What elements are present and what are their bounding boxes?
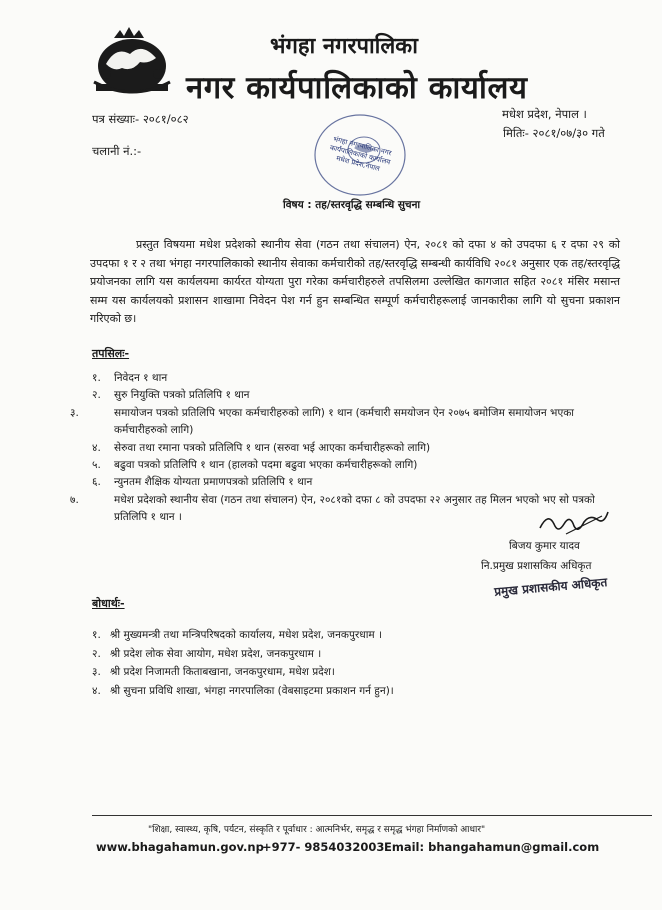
footer-email: Email: bhangahamun@gmail.com: [384, 840, 600, 854]
list-item: ३. समायोजन पत्रको प्रतिलिपि भएका कर्मचारीहरुको लागि) १ थान (कर्मचारी समयोजन ऐन २०७५ बमोजिम समायोजन भएका कर्मचारीहरुको लागि): [70, 406, 575, 437]
footer-motto: "शिक्षा, स्वास्थ्य, कृषि, पर्यटन, संस्कृति र पूर्वाधार : आत्मनिर्भर, समृद्ध र समृद्ध भंगहा निर्माणको आधार": [148, 825, 486, 835]
list-item: ७. मधेश प्रदेशको स्थानीय सेवा (गठन तथा संचालन) ऐन, २०८१को दफा ८ को उपदफा २२ अनुसार तह मिलन भएको भए सो पत्रको प्रतिलिपि १ थान ।: [70, 493, 595, 524]
letter-number: पत्र संख्याः- २०८१/०८२: [92, 112, 189, 126]
designation-stamp: प्रमुख प्रशासकीय अधिकृत: [493, 575, 608, 599]
list-item: ३. श्री प्रदेश निजामती किताबखाना, जनकपुरधाम, मधेश प्रदेश।: [92, 666, 335, 678]
details-list: [70, 370, 622, 527]
municipality-title: भंगहा नगरपालिका: [270, 34, 418, 59]
footer-phone: +977- 9854032003: [262, 840, 385, 854]
footer-divider: [92, 815, 652, 816]
stamp-text: भंगहा नगरपालिका नगर कार्यपालिकाको कार्यालय मधेश प्रदेश,नेपाल: [329, 135, 393, 174]
signatory-name: बिजय कुमार यादव: [509, 540, 580, 552]
list-item: ५. बढुवा पत्रको प्रतिलिपि १ थान (हालको पदमा बढुवा भएका कर्मचारीहरूको लागि): [92, 459, 418, 472]
signatory-title: नि.प्रमुख प्रशासकिय अधिकृत: [481, 560, 592, 572]
signature-icon: [536, 510, 612, 538]
province-address: मधेश प्रदेश, नेपाल ।: [502, 107, 587, 121]
details-heading: तपसिलः-: [92, 347, 130, 360]
office-stamp: [312, 112, 408, 198]
dispatch-number: चलानी नं.:-: [92, 144, 142, 158]
list-item: ४. श्री सुचना प्रविधि शाखा, भंगहा नगरपालिका (वेबसाइटमा प्रकाशन गर्न हुन)।: [92, 684, 394, 697]
cc-heading: बोधार्थः-: [92, 597, 125, 610]
cc-list: [92, 626, 394, 700]
notice-body: प्रस्तुत विषयमा मधेश प्रदेशको स्थानीय सेवा (गठन तथा संचालन) ऐन, २०८१ को दफा ४ को उपदफा ६ र दफा २९ को उपदफा १ र २ तथा भंगहा नगरपालिकाको स्थानीय सेवाका कर्मचारीको तह/स्तरवृद्धि सम्बन्धी कार्यविधि २०८१ अनुसार एक तह/स्तरवृद्धि प्रयोजनका लागि यस कार्यलयमा कार्यरत योग्यता पुरा गरेका कर्मचारीहरुले तपसिलमा उल्लेखित कागजात सहित २०८१ मंसिर मसान्त सम्म यस कार्यलयको प्रशासन शाखामा निवेदन पेश गर्न हुन सम्बन्धित सम्पूर्ण कर्मचारीहरूलाई जानकारीका लागि यो सुचना प्रकाशन गरिएको छ।: [90, 238, 620, 325]
list-item: १. श्री मुख्यमन्त्री तथा मन्त्रिपरिषदको कार्यालय, मधेश प्रदेश, जनकपुरधाम ।: [92, 629, 383, 641]
list-item: ६. न्युनतम शैक्षिक योग्यता प्रमाणपत्रको प्रतिलिपि १ थान: [92, 476, 313, 489]
nepal-emblem-icon: [86, 24, 178, 102]
list-item: १. निवेदन १ थान: [92, 372, 168, 384]
list-item: २. सुरु नियुक्ति पत्रको प्रतिलिपि १ थान: [92, 389, 250, 402]
subject-line: विषय : तह/स्तरवृद्धि सम्बन्धि सुचना: [283, 199, 421, 211]
list-item: २. श्री प्रदेश लोक सेवा आयोग, मधेश प्रदेश, जनकपुरधाम ।: [92, 647, 322, 660]
office-title: नगर कार्यपालिकाको कार्यालय: [186, 70, 528, 106]
footer-website: www.bhagahamun.gov.np: [96, 840, 264, 854]
letter-date: मितिः- २०८१/०७/३० गते: [503, 126, 605, 140]
list-item: ४. सेरुवा तथा रमाना पत्रको प्रतिलिपि १ थान (सरुवा भई आएका कर्मचारीहरूको लागि): [92, 441, 431, 454]
